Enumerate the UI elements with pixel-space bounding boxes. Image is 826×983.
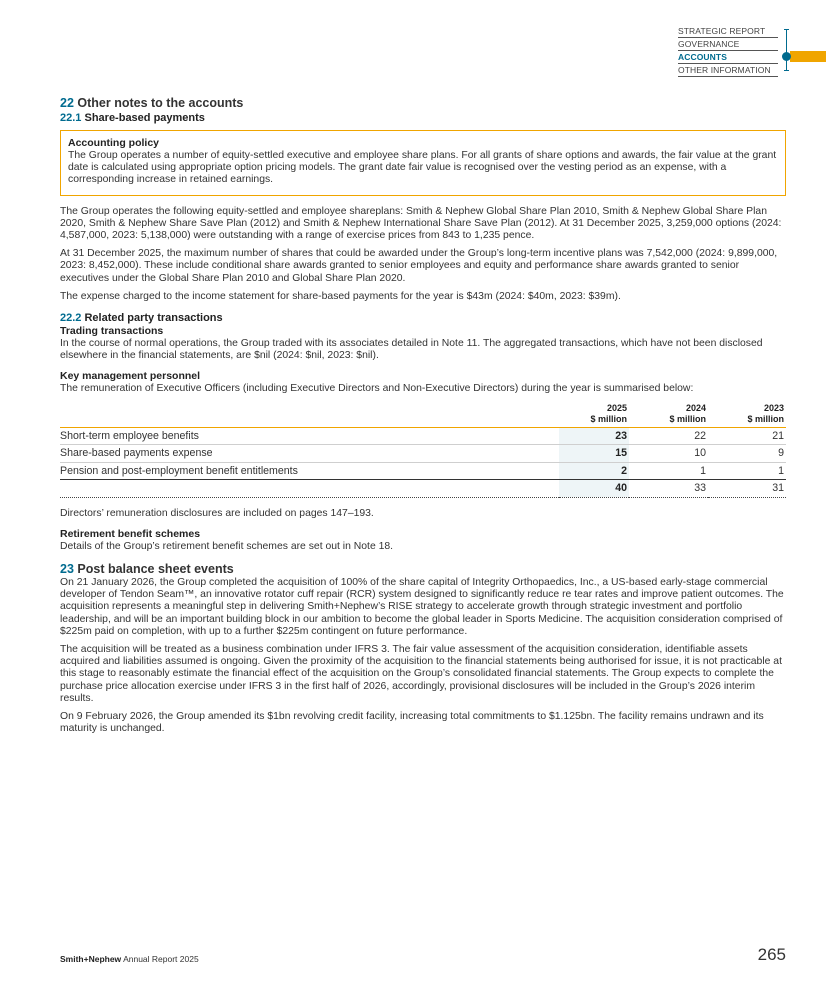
subsection-22-2-heading — [60, 311, 786, 325]
footer-brand — [60, 954, 199, 964]
business-combination-paragraph: The acquisition will be treated as a business combination under IFRS 3. The fair value assessment of the acquisition consideration, identifiable assets acquired and liabilities assumed is ongoing. Given the proximity of the acquisition to the financial statements being authorised for issue, it is not practicable at this stage to reasonably estimate the financial effect of the acquisition on the Group’s consolidated financial statements. The Group expects to complete the purchase price allocation exercise under IFRS 3 in the first half of 2026, accordingly, provisional disclosures will be included in the Group’s 2026 interim results. — [60, 644, 782, 704]
header-unit: $ million — [669, 413, 706, 424]
subsection-22-1-number: 22.1 — [60, 112, 82, 124]
section-23-title: Post balance sheet events — [77, 562, 234, 577]
row-label: Pension and post-employment benefit entitlements — [60, 462, 559, 480]
section-22-heading — [60, 95, 786, 111]
subsection-22-1-title: Share-based payments — [84, 112, 205, 124]
section-nav — [678, 25, 778, 77]
directors-remuneration-note: Directors’ remuneration disclosures are included on pages 147–193. — [60, 507, 374, 519]
table-header-row — [60, 403, 786, 428]
trading-transactions-heading: Trading transactions — [60, 325, 164, 338]
header-unit: $ million — [590, 413, 627, 424]
table-row — [60, 462, 786, 480]
table-total-row — [60, 480, 786, 498]
table-row — [60, 445, 786, 463]
section-23-heading — [60, 561, 786, 577]
nav-governance[interactable]: GOVERNANCE — [678, 38, 778, 51]
footer-report-name: Annual Report 2025 — [123, 954, 199, 964]
section-22-number: 22 — [60, 96, 74, 110]
accounting-policy-box — [60, 130, 786, 196]
nav-tick-top — [784, 29, 789, 30]
nav-tick-bottom — [784, 70, 789, 71]
cell-2024: 10 — [629, 445, 708, 463]
table-header-2024 — [629, 403, 708, 428]
acquisition-paragraph: On 21 January 2026, the Group completed the acquisition of 100% of the share capital of Integrity Orthopaedics, Inc., a US-based early-stage commercial developer of Tendon Seam™, an innovative rotator cuff repair (RCR) system designed to significantly reduce re tear rates and improve patient outcomes. The acquisition represents a meaningful step in delivering Smith+Nephew’s RISE strategy to accelerate growth through strategic investment and portfolio leadership, and will be an important building block in our ambition to become the global leader in Sports Medicine. The acquisition consideration comprised of $225m paid on completion, with up to a further $225m contingent on future performance. — [60, 577, 784, 637]
header-year: 2024 — [685, 402, 706, 413]
nav-active-dot-icon — [782, 52, 791, 61]
nav-active-marker-bar — [790, 51, 826, 62]
trading-transactions-text: In the course of normal operations, the Group traded with its associates detailed in Note 11. The aggregated transactions, which have not been disclosed elsewhere in the financial statements, are $nil (2024: $nil, 2023: $nil). — [60, 338, 763, 362]
total-2024: 33 — [629, 480, 708, 498]
expense-paragraph: The expense charged to the income statement for share-based payments for the year is $43m (2024: $40m, 2023: $39m). — [60, 290, 621, 302]
total-label-blank — [60, 480, 559, 498]
key-management-heading: Key management personnel — [60, 370, 201, 383]
cell-2024: 22 — [629, 427, 708, 445]
key-management-text: The remuneration of Executive Officers (including Executive Directors and Non-Executive Directors) during the year is summarised below: — [60, 383, 694, 395]
nav-accounts[interactable]: ACCOUNTS — [678, 51, 778, 64]
table-header-2023 — [708, 403, 786, 428]
header-year: 2023 — [763, 402, 784, 413]
remuneration-table — [60, 403, 786, 498]
cell-2023: 9 — [708, 445, 786, 463]
retirement-heading: Retirement benefit schemes — [60, 527, 201, 540]
table-header-blank — [60, 403, 559, 428]
nav-other-information[interactable]: OTHER INFORMATION — [678, 64, 778, 77]
subsection-22-1-heading — [60, 111, 786, 125]
section-23-number: 23 — [60, 562, 74, 577]
retirement-text: Details of the Group’s retirement benefit schemes are set out in Note 18. — [60, 540, 394, 552]
max-shares-paragraph: At 31 December 2025, the maximum number of shares that could be awarded under the Group’s long-term incentive plans was 7,542,000 (2024: 9,899,000, 2023: 8,452,000). These include conditional share awards granted to senior employees and equity and performance share awards granted to senior executives under the Global Share Plan 2010 and Global Share Plan 2020. — [60, 248, 778, 284]
page-content — [60, 95, 786, 735]
credit-facility-paragraph: On 9 February 2026, the Group amended its $1bn revolving credit facility, increasing total commitments to $1.125bn. The facility remains undrawn and its maturity is unchanged. — [60, 711, 764, 735]
row-label: Share-based payments expense — [60, 445, 559, 463]
share-plans-paragraph: The Group operates the following equity-settled and employee shareplans: Smith & Nephew Global Share Plan 2010, Smith & Nephew Global Share Plan 2020, Smith & Nephew Share Save Plan (2012) and Smith & Nephew International Share Save Plan (2012). At 31 December 2025, 3,259,000 options (2024: 4,587,000, 2023: 5,138,000) were outstanding with a range of exercise prices from 843 to 1,235 pence. — [60, 205, 782, 242]
nav-strategic-report[interactable]: STRATEGIC REPORT — [678, 25, 778, 38]
header-unit: $ million — [747, 413, 784, 424]
cell-2025: 23 — [559, 427, 629, 445]
cell-2025: 15 — [559, 445, 629, 463]
page-number: 265 — [757, 945, 786, 964]
accounting-policy-text: The Group operates a number of equity-settled executive and employee share plans. For all grants of share options and awards, the fair value at the grant date is calculated using appropriate option pricing models. The grant date fair value is recognised over the vesting period as an expense, with a corresponding increase in retained earnings. — [68, 150, 777, 186]
total-2025: 40 — [559, 480, 629, 498]
cell-2024: 1 — [629, 462, 708, 480]
section-22-title: Other notes to the accounts — [77, 96, 244, 110]
row-label: Short-term employee benefits — [60, 427, 559, 445]
cell-2023: 21 — [708, 427, 786, 445]
header-year: 2025 — [606, 402, 627, 413]
cell-2025: 2 — [559, 462, 629, 480]
nav-indicator-line — [786, 29, 787, 71]
total-2023: 31 — [708, 480, 786, 498]
table-row — [60, 427, 786, 445]
accounting-policy-heading: Accounting policy — [68, 137, 160, 149]
subsection-22-2-title: Related party transactions — [84, 312, 223, 325]
cell-2023: 1 — [708, 462, 786, 480]
footer-brand-name: Smith+Nephew — [60, 954, 122, 964]
table-header-2025 — [559, 403, 629, 428]
subsection-22-2-number: 22.2 — [60, 312, 82, 325]
